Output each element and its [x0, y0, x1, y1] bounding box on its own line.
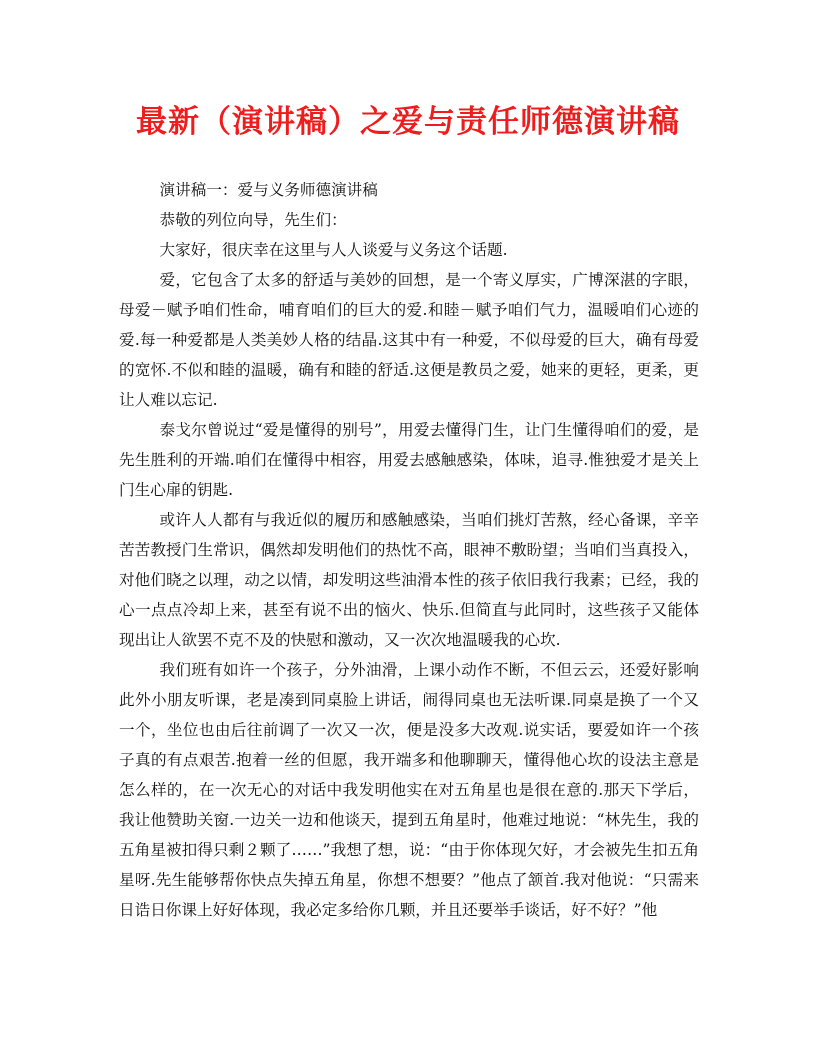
paragraph-heading: 演讲稿一：爱与义务师德演讲稿 [159, 181, 378, 199]
paragraph-love: 爱，它包含了太多的舒适与美妙的回想，是一个寄义厚实，广博深湛的字眼，母爱－赋予咱们性命，哺育咱们的巨大的爱.和睦－赋予咱们气力，温暖咱们心迹的爱.每一种爱都是人类美妙人格的结晶.这其中有一种爱，不似母爱的巨大，确有母爱的宽怀.不似和睦的温暖，确有和睦的舒适.这便是教员之爱，她来的更轻，更柔，更让人难以忘记. [119, 271, 699, 409]
document-title: 最新（演讲稿）之爱与责任师德演讲稿 [136, 104, 680, 140]
paragraph-student-story: 我们班有如许一个孩子，分外油滑，上课小动作不断，不但云云，还爱好影响此外小朋友听课，老是凑到同桌脸上讲话，闹得同桌也无法听课.同桌是换了一个又一个，坐位也由后往前调了一次又一次，便是没多大改观.说实话，要爱如许一个孩子真的有点艰苦.抱着一丝的但愿，我开端多和他聊聊天，懂得他心坎的设法主意是怎么样的，在一次无心的对话中我发明他实在对五角星也是很在意的.那天下学后，我让他赞助关窗.一边关一边和他谈天，提到五角星时，他难过地说：“林先生，我的五角星被扣得只剩２颗了……”我想了想，说：“由于你体现欠好，才会被先生扣五角星呀.先生能够帮你快点失掉五角星，你想不想要？”他点了颔首.我对他说：“只需来日诰日你课上好好体现，我必定多给你几颗，并且还要举手谈话，好不好？”他 [119, 661, 699, 919]
paragraph-greeting: 大家好，很庆幸在这里与人人谈爱与义务这个话题. [159, 241, 508, 259]
paragraph-tagore: 泰戈尔曾说过“爱是懂得的别号”，用爱去懂得门生，让门生懂得咱们的爱，是先生胜利的开端.咱们在懂得中相容，用爱去感触感染，体味，追寻.惟独爱才是关上门生心扉的钥匙. [119, 421, 699, 499]
document-body [119, 175, 699, 925]
paragraph-experience: 或许人人都有与我近似的履历和感触感染，当咱们挑灯苦熬，经心备课，辛辛苦苦教授门生常识，偶然却发明他们的热忱不高，眼神不敷盼望；当咱们当真投入，对他们晓之以理，动之以情，却发明这些油滑本性的孩子依旧我行我素；已经，我的心一点点冷却上来，甚至有说不出的恼火、快乐.但简直与此同时，这些孩子又能体现出让人欲罢不克不及的快慰和激动，又一次次地温暖我的心坎. [119, 511, 699, 649]
paragraph-salutation: 恭敬的列位向导，先生们： [159, 211, 347, 229]
